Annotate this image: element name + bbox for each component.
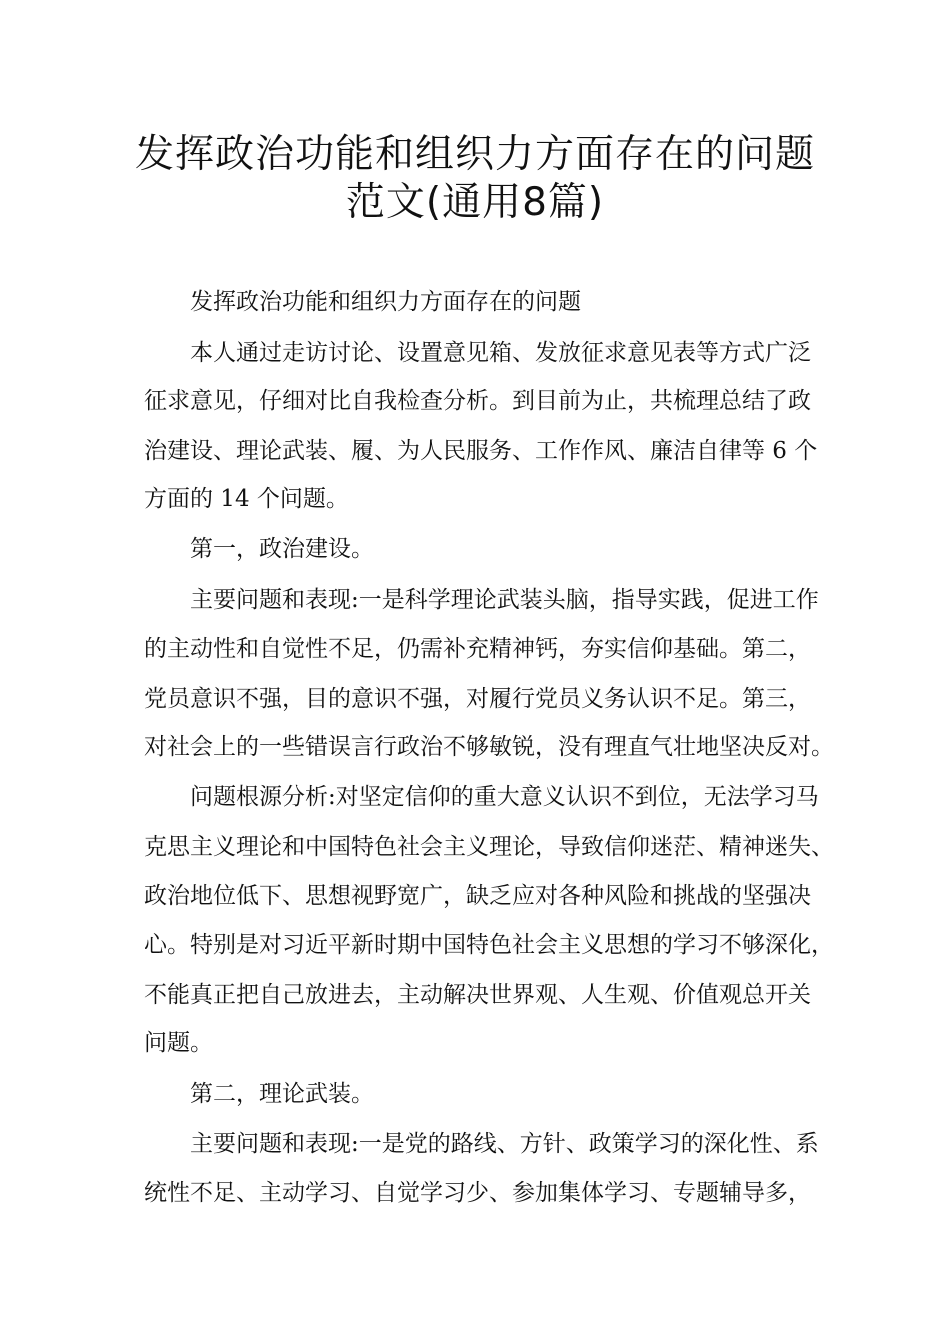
paragraph-line: 问题根源分析:对坚定信仰的重大意义认识不到位，无法学习马 <box>190 784 819 810</box>
paragraph-line: 对社会上的一些错误言行政治不够敏锐，没有理直气壮地坚决反对。 <box>144 734 834 760</box>
document-title-line-2: 范文(通用8篇) <box>345 180 605 225</box>
paragraph-heading: 发挥政治功能和组织力方面存在的问题 <box>190 289 581 315</box>
paragraph-line: 不能真正把自己放进去，主动解决世界观、人生观、价值观总开关 <box>144 982 811 1008</box>
paragraph-line: 心。特别是对习近平新时期中国特色社会主义思想的学习不够深化， <box>144 932 834 958</box>
paragraph-line: 克思主义理论和中国特色社会主义理论，导致信仰迷茫、精神迷失、 <box>144 834 834 860</box>
paragraph-line: 治建设、理论武装、履、为人民服务、工作作风、廉洁自律等 6 个 <box>144 438 818 464</box>
paragraph-line: 政治地位低下、思想视野宽广，缺乏应对各种风险和挑战的坚强决 <box>144 883 811 909</box>
paragraph-line: 主要问题和表现:一是科学理论武装头脑，指导实践，促进工作 <box>190 587 819 613</box>
paragraph-line: 主要问题和表现:一是党的路线、方针、政策学习的深化性、系 <box>190 1131 819 1157</box>
paragraph-line: 党员意识不强，目的意识不强，对履行党员义务认识不足。第三， <box>144 686 811 712</box>
paragraph-line: 本人通过走访讨论、设置意见箱、发放征求意见表等方式广泛 <box>190 340 811 366</box>
paragraph-line: 统性不足、主动学习、自觉学习少、参加集体学习、专题辅导多， <box>144 1180 811 1206</box>
document-title-line-1: 发挥政治功能和组织力方面存在的问题 <box>134 132 815 177</box>
paragraph-line: 问题。 <box>144 1030 213 1056</box>
section-heading: 第一，政治建设。 <box>190 536 374 562</box>
paragraph-line: 的主动性和自觉性不足，仍需补充精神钙，夯实信仰基础。第二， <box>144 636 811 662</box>
paragraph-line: 方面的 14 个问题。 <box>144 486 349 512</box>
paragraph-line: 征求意见，仔细对比自我检查分析。到目前为止，共梳理总结了政 <box>144 388 811 414</box>
section-heading: 第二，理论武装。 <box>190 1081 374 1107</box>
